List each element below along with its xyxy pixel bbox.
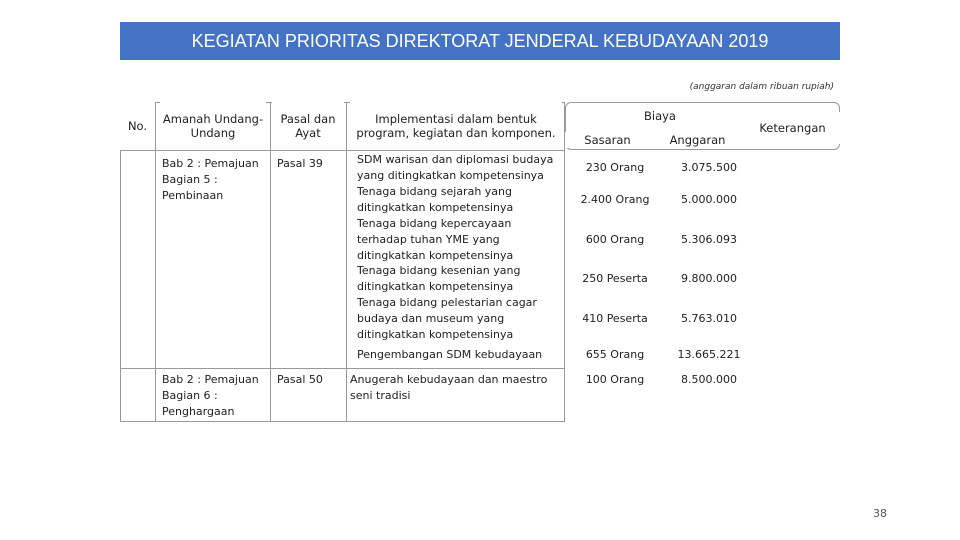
group-divider [120, 368, 565, 369]
sasaran-value: 2.400 Orang [580, 193, 650, 206]
anggaran-value: 3.075.500 [681, 161, 737, 174]
implementasi-item: Tenaga bidang kepercayaan terhadap tuhan YME yang ditingkatkan kompetensinya [357, 217, 514, 262]
anggaran-value: 9.800.000 [681, 272, 737, 285]
implementasi-item: Pengembangan SDM kebudayaan [357, 348, 543, 361]
implementasi-item: Tenaga bidang sejarah yang ditingkatkan kompetensinya [357, 185, 514, 214]
header-amanah: Amanah Undang- Undang [160, 102, 266, 150]
budget-unit-note: (anggaran dalam ribuan rupiah) [689, 82, 834, 92]
header-pasal: Pasal dan Ayat [272, 102, 344, 150]
header-keterangan: Keterangan [745, 112, 840, 144]
group-pasal: Pasal 50 [277, 373, 323, 386]
header-sasaran: Sasaran [565, 132, 650, 148]
header-biaya: Biaya [605, 108, 715, 124]
implementasi-item: Tenaga bidang kesenian yang ditingkatkan kompetensinya [357, 264, 521, 293]
group-amanah: Bab 2 : Pemajuan Bagian 5 : Pembinaan [162, 157, 259, 202]
anggaran-value: 5.306.093 [681, 233, 737, 246]
sasaran-value: 250 Peserta [582, 272, 648, 285]
group-amanah: Bab 2 : Pemajuan Bagian 6 : Penghargaan [162, 373, 259, 418]
sasaran-value: 100 Orang [585, 373, 645, 386]
sasaran-value: 410 Peserta [582, 312, 648, 325]
implementasi-item: SDM warisan dan diplomasi budaya yang ditingkatkan kompetensinya [357, 153, 554, 182]
page-number: 38 [873, 507, 887, 520]
group-pasal: Pasal 39 [277, 157, 323, 170]
sasaran-value: 230 Orang [585, 161, 645, 174]
anggaran-value: 8.500.000 [681, 373, 737, 386]
header-anggaran: Anggaran [650, 132, 745, 148]
header-no: No. [120, 102, 155, 150]
implementasi-item: Tenaga bidang pelestarian cagar budaya dan museum yang ditingkatkan kompetensinya [357, 296, 537, 341]
priority-activities-table [120, 102, 840, 422]
sasaran-value: 600 Orang [585, 233, 645, 246]
sasaran-value: 655 Orang [585, 348, 645, 361]
anggaran-value: 5.000.000 [681, 193, 737, 206]
anggaran-value: 13.665.221 [677, 348, 741, 361]
implementasi-item: Anugerah kebudayaan dan maestro seni tradisi [350, 373, 548, 402]
header-divider [120, 150, 565, 151]
slide-title: KEGIATAN PRIORITAS DIREKTORAT JENDERAL KEBUDAYAAN 2019 [120, 22, 840, 60]
anggaran-value: 5.763.010 [681, 312, 737, 325]
header-implementasi: Implementasi dalam bentuk program, kegiatan dan komponen. [350, 102, 562, 150]
